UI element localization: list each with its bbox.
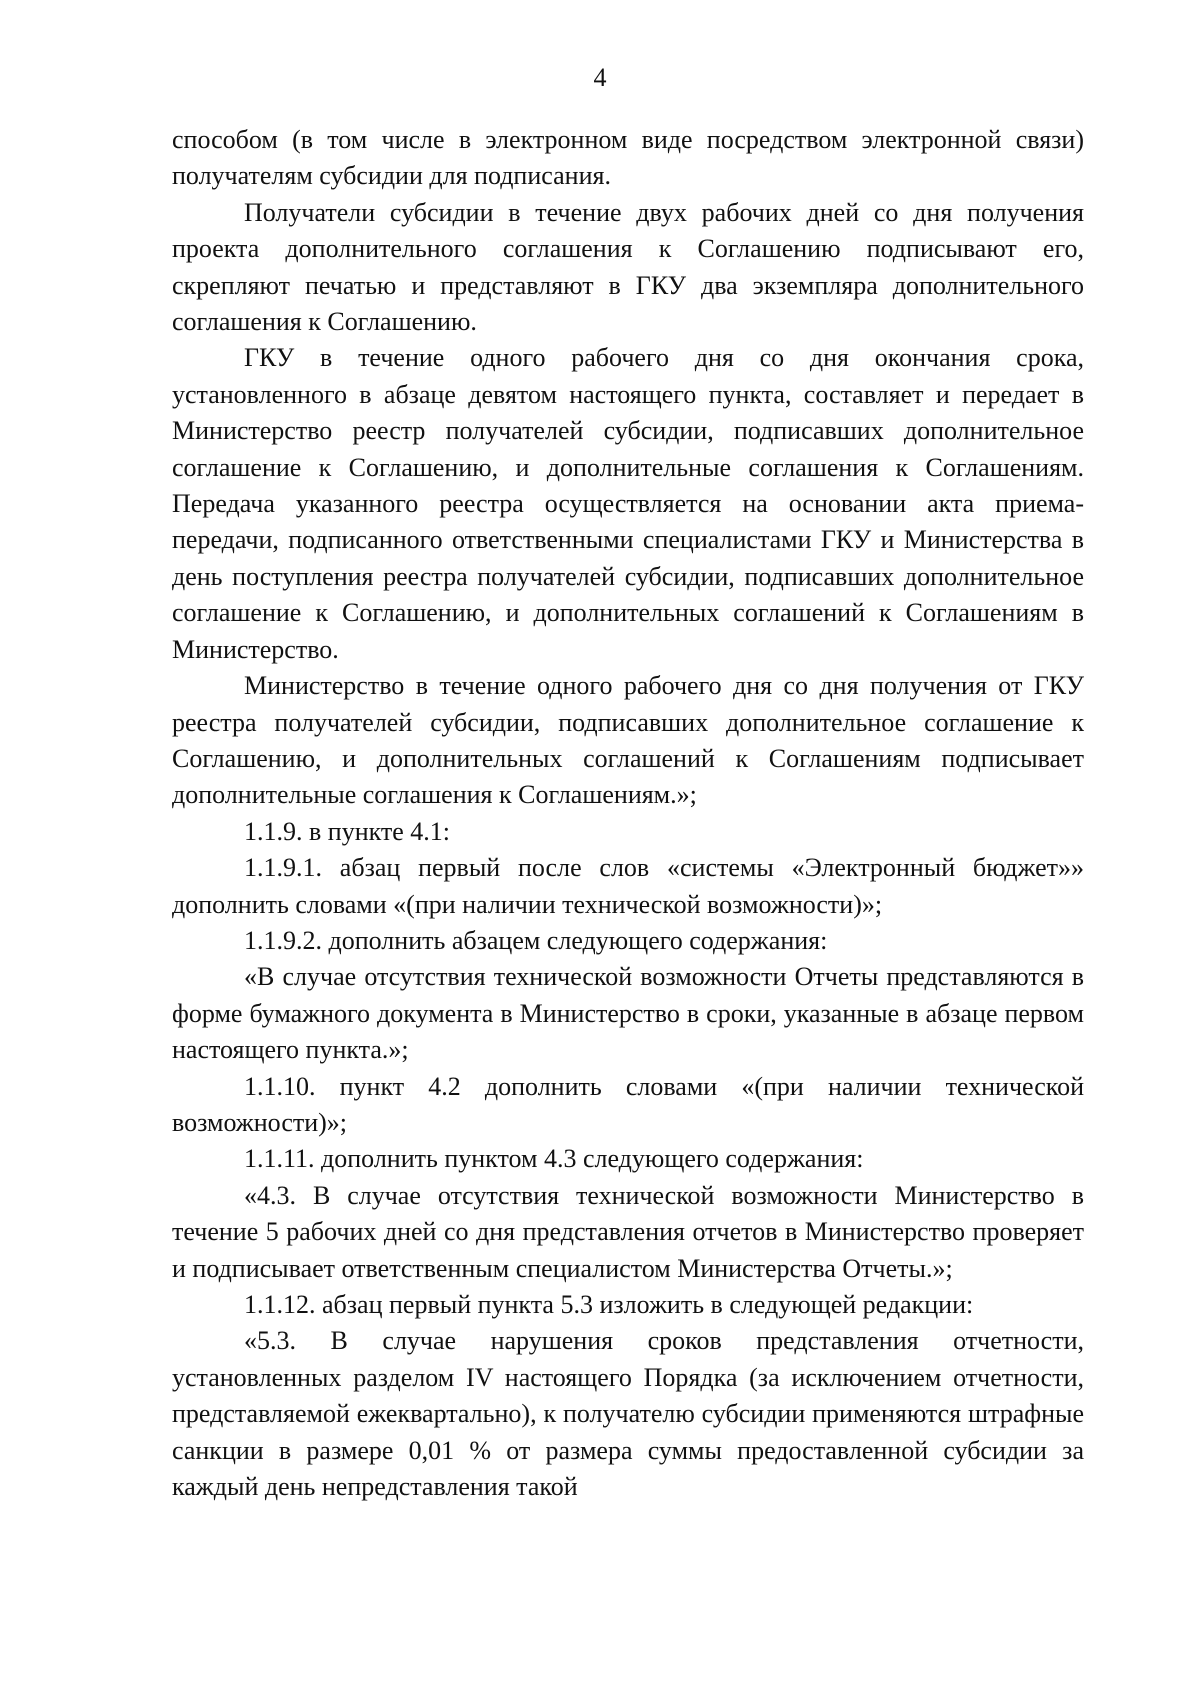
- paragraph-13: «5.3. В случае нарушения сроков представления отчетности, установленных разделом IV настоящего Порядка (за исключением отчетности, представляемой ежеквартально), к получателю субсидии применяются штрафные санкции в размере 0,01 % от размера суммы предоставленной субсидии за каждый день непредставления такой: [172, 1326, 1084, 1502]
- paragraph-12: 1.1.12. абзац первый пункта 5.3 изложить в следующей редакции:: [244, 1290, 974, 1319]
- paragraph-8: «В случае отсутствия технической возможности Отчеты представляются в форме бумажного документа в Министерство в сроки, указанные в абзаце первом настоящего пункта.»;: [172, 962, 1084, 1065]
- paragraph-11: «4.3. В случае отсутствия технической возможности Министерство в течение 5 рабочих дней со дня представления отчетов в Министерство проверяет и подписывает ответственным специалистом Министерства Отчеты.»;: [172, 1180, 1084, 1283]
- paragraph-4: Министерство в течение одного рабочего дня со дня получения от ГКУ реестра получателей субсидии, подписавших дополнительное соглашение к Соглашению, и дополнительных соглашений к Соглашениям подписывает дополнительные соглашения к Соглашениям.»;: [172, 671, 1084, 810]
- paragraph-10: 1.1.11. дополнить пунктом 4.3 следующего содержания:: [244, 1144, 864, 1174]
- paragraph-2: Получатели субсидии в течение двух рабочих дней со дня получения проекта дополнительного соглашения к Соглашению подписывают его, скрепляют печатью и представляют в ГКУ два экземпляра дополнительного соглашения к Соглашению.: [172, 197, 1084, 337]
- paragraph-6: 1.1.9.1. абзац первый после слов «системы «Электронный бюджет»» дополнить словами «(при наличии технической возможности)»;: [172, 853, 1084, 919]
- paragraph-3: ГКУ в течение одного рабочего дня со дня окончания срока, установленного в абзаце девятом настоящего пункта, составляет и передает в Министерство реестр получателей субсидии, подписавших дополнительное соглашение к Соглашению, и дополнительные соглашения к Соглашениям. Передача указанного реестра осуществляется на основании акта приема-передачи, подписанного ответственными специалистами ГКУ и Министерства в день поступления реестра получателей субсидии, подписавших дополнительное соглашение к Соглашению, и дополнительных соглашений к Соглашениям в Министерство.: [172, 343, 1084, 664]
- document-body: [172, 122, 1084, 1505]
- page-number: 4: [593, 63, 607, 92]
- paragraph-7: 1.1.9.2. дополнить абзацем следующего содержания:: [244, 925, 828, 955]
- paragraph-9: 1.1.10. пункт 4.2 дополнить словами «(при наличии технической возможности)»;: [172, 1071, 1084, 1137]
- paragraph-5: 1.1.9. в пункте 4.1:: [244, 816, 451, 846]
- paragraph-1: способом (в том числе в электронном виде посредством электронной связи) получателям субсидии для подписания.: [172, 125, 1084, 191]
